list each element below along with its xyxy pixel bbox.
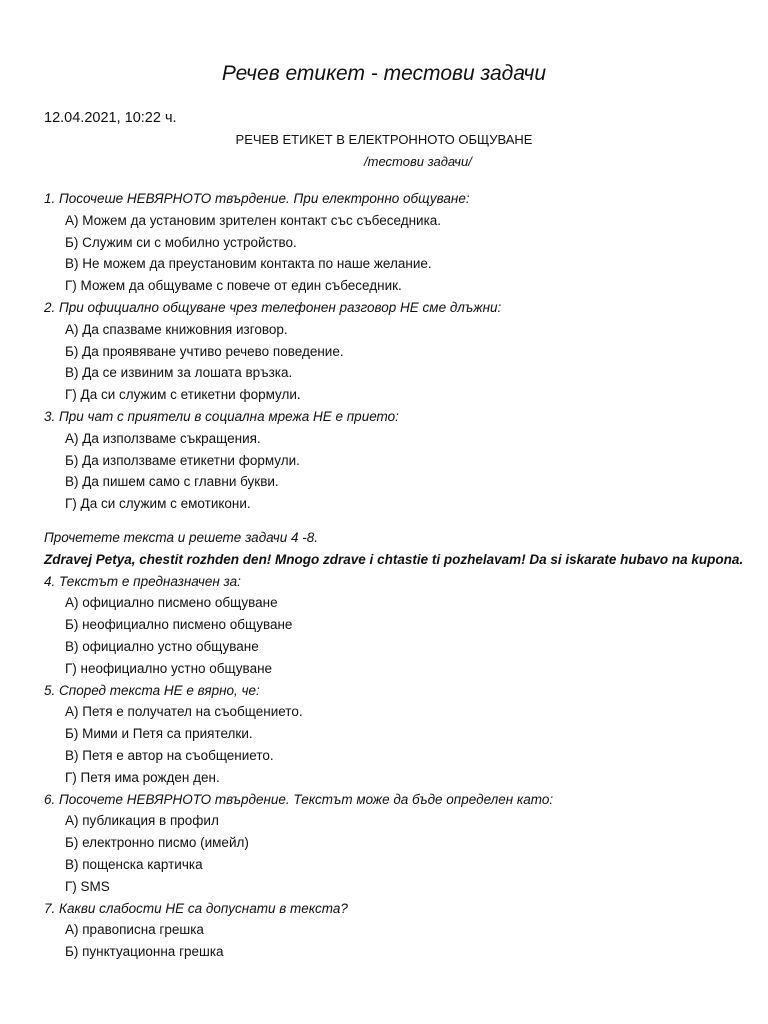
section-intro: Прочетете текста и решете задачи 4 -8. [44,529,319,545]
option: В) Да се извиним за лошата връзка. [65,365,293,381]
option: Г) Можем да общуваме с повече от един събеседник. [65,278,402,294]
option: В) пощенска картичка [65,856,203,872]
question-3: 3. При чат с приятели в социална мрежа НЕ е прието: [44,408,399,424]
option: В) Да пишем само с главни букви. [65,474,279,490]
option: В) Не можем да преустановим контакта по наше желание. [65,256,432,272]
page-title: Речев етикет - тестови задачи [221,62,547,85]
option: Г) неофициално устно общуване [65,660,273,676]
option: Б) Да използваме етикетни формули. [65,452,300,468]
question-2: 2. При официално общуване чрез телефонен разговор НЕ сме длъжни: [44,299,502,315]
option: Б) Мими и Петя са приятелки. [65,726,253,742]
option: Б) неофициално писмено общуване [65,617,293,633]
section-subheading: /тестови задачи/ [364,154,472,169]
option: А) публикация в профил [65,813,219,829]
option: А) Да използваме съкращения. [65,430,261,446]
timestamp: 12.04.2021, 10:22 ч. [44,110,177,126]
option: Б) електронно писмо (имейл) [65,835,249,851]
question-5: 5. Според текста НЕ е вярно, че: [44,682,260,698]
option: Б) Служим си с мобилно устройство. [65,234,297,250]
option: Г) SMS [65,878,110,894]
question-1: 1. Посочеше НЕВЯРНОТО твърдение. При електронно общуване: [44,191,470,206]
option: А) Можем да установим зрителен контакт със събеседника. [65,212,442,228]
option: Б) пунктуационна грешка [65,944,224,960]
spacer [44,515,744,527]
option: Г) Да си служим с емотикони. [65,496,251,512]
option: В) Петя е автор на съобщението. [65,747,274,763]
option: А) Да спазваме книжовния изговор. [65,321,288,337]
document-body [44,188,744,963]
question-4: 4. Текстът е предназначен за: [44,573,241,589]
passage-text: Zdravej Petya, chestit rozhden den! Mnogo zdrave i chtastie ti pozhelavam! Da si iskarate hubavo na kupona. [44,551,744,567]
option: А) Петя е получател на съобщението. [65,704,303,720]
section-heading: РЕЧЕВ ЕТИКЕТ В ЕЛЕКТРОННОТО ОБЩУВАНЕ [235,132,533,147]
option: Г) Да си служим с етикетни формули. [65,387,301,403]
option: А) правописна грешка [65,922,204,938]
option: Б) Да проявяване учтиво речево поведение. [65,343,344,359]
option: А) официално писмено общуване [65,595,278,611]
question-6: 6. Посочете НЕВЯРНОТО твърдение. Текстът може да бъде определен като: [44,791,554,807]
option: В) официално устно общуване [65,638,259,654]
question-7: 7. Какви слабости НЕ са допуснати в текста? [44,900,348,916]
option: Г) Петя има рожден ден. [65,769,220,785]
